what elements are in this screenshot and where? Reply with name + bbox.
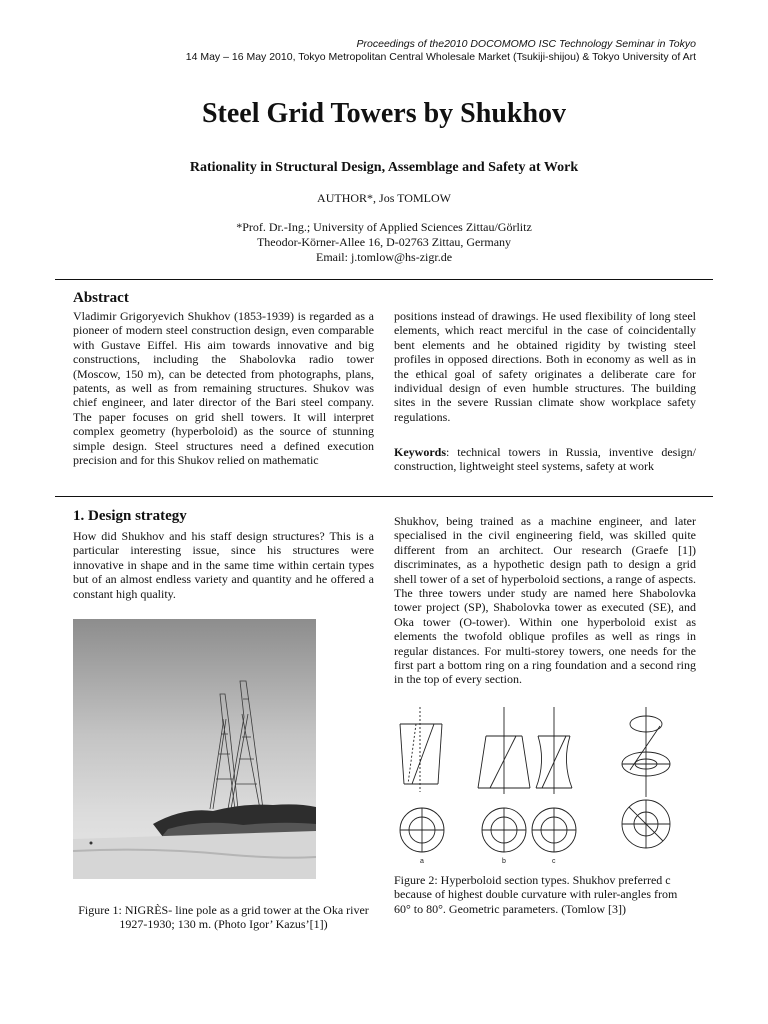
figure-2-label: c [552, 858, 556, 865]
affiliation-line: *Prof. Dr.-Ing.; University of Applied Sciences Zittau/Görlitz [236, 220, 532, 234]
paper-subtitle: Rationality in Structural Design, Assemblage and Safety at Work [189, 160, 579, 175]
keywords-label: Keywords [394, 445, 446, 459]
proceedings-header: Proceedings of the2010 DOCOMOMO ISC Technology Seminar in Tokyo [356, 38, 696, 50]
abstract-text-right: positions instead of drawings. He used flexibility of long steel elements, which react merciful in the case of coincidentally bent elements and he obtained rigidity by twisting steel profiles in opposed directions. Both in economy as well as in the ethical goal of safety originates a deliberate care for individual design of even humble structures. The building sites in the severe Russian climate show workplace safety regulations. [394, 309, 696, 424]
figure-2-caption: Figure 2: Hyperboloid section types. Shukhov preferred c because of highest double curvature with ruler-angles from 60° to 80°. Geometric parameters. (Tomlow [3]) [394, 873, 678, 916]
conference-dates-header: 14 May – 16 May 2010, Tokyo Metropolitan Central Wholesale Market (Tsukiji-shijou) & Tokyo University of Art [185, 51, 696, 63]
keywords-text: : technical towers in Russia, inventive design/ construction, lightweight steel systems, safety at work [394, 445, 696, 474]
paper-title: Steel Grid Towers by Shukhov [201, 98, 567, 129]
email-line: Email: j.tomlow@hs-zigr.de [315, 250, 453, 264]
figure-2-label: a [420, 858, 424, 865]
tower-photo [73, 619, 316, 879]
abstract-heading: Abstract [73, 290, 129, 306]
author-line: AUTHOR*, Jos TOMLOW [317, 191, 451, 205]
keywords [394, 445, 696, 474]
hyperboloid-diagram [398, 702, 696, 868]
abstract-text-left: Vladimir Grigoryevich Shukhov (1853-1939) is regarded as a pioneer of modern steel construction design, even comparable with Gustave Eiffel. His aim towards innovative and big constructions, including the Shabolovka radio tower (Moscow, 150 m), can be detected from photographs, plans, patents, as well as from remaining structures. Shukov was chief engineer, and later director of the Bari steel company. The paper focuses on grid shell towers. It will interpret complex geometry (hyperboloid) as the source of stunning simple design. Steel structures need a defined execution precision and for this Shukov relied on mathematic [73, 309, 374, 468]
section-heading: 1. Design strategy [73, 508, 187, 524]
divider [55, 496, 713, 497]
figure-2-label: b [502, 858, 506, 865]
section-text-right: Shukhov, being trained as a machine engineer, and later specialised in the civil engineering field, was skilled quite different from an architect. Our research (Graefe [1]) discriminates, as a hypothetic design path to design a grid shell tower of a set of hyperboloid sections, a range of aspects. The three towers under study are named here Shabolovka tower project (SP), Shabolovka tower as executed (SE), and Oka tower (O-tower). Within one hyperboloid exist as elements the twofold oblique profiles as well as rings in regular distances. For multi-storey towers, one needs for the first part a bottom ring on a ring foundation and a second ring in the top of every section. [394, 514, 696, 687]
address-line: Theodor-Körner-Allee 16, D-02763 Zittau, Germany [256, 235, 512, 249]
figure-1-caption: Figure 1: NIGRÈS- line pole as a grid tower at the Oka river 1927-1930; 130 m. (Photo Igor’ Kazus’[1]) [78, 903, 369, 932]
divider [55, 279, 713, 280]
section-text-left: How did Shukhov and his staff design structures? This is a particular interesting issue, since his structures were innovative in shape and in the same time within certain types but of an almost endless variety and quantity and he offered a constant high quality. [73, 529, 374, 601]
